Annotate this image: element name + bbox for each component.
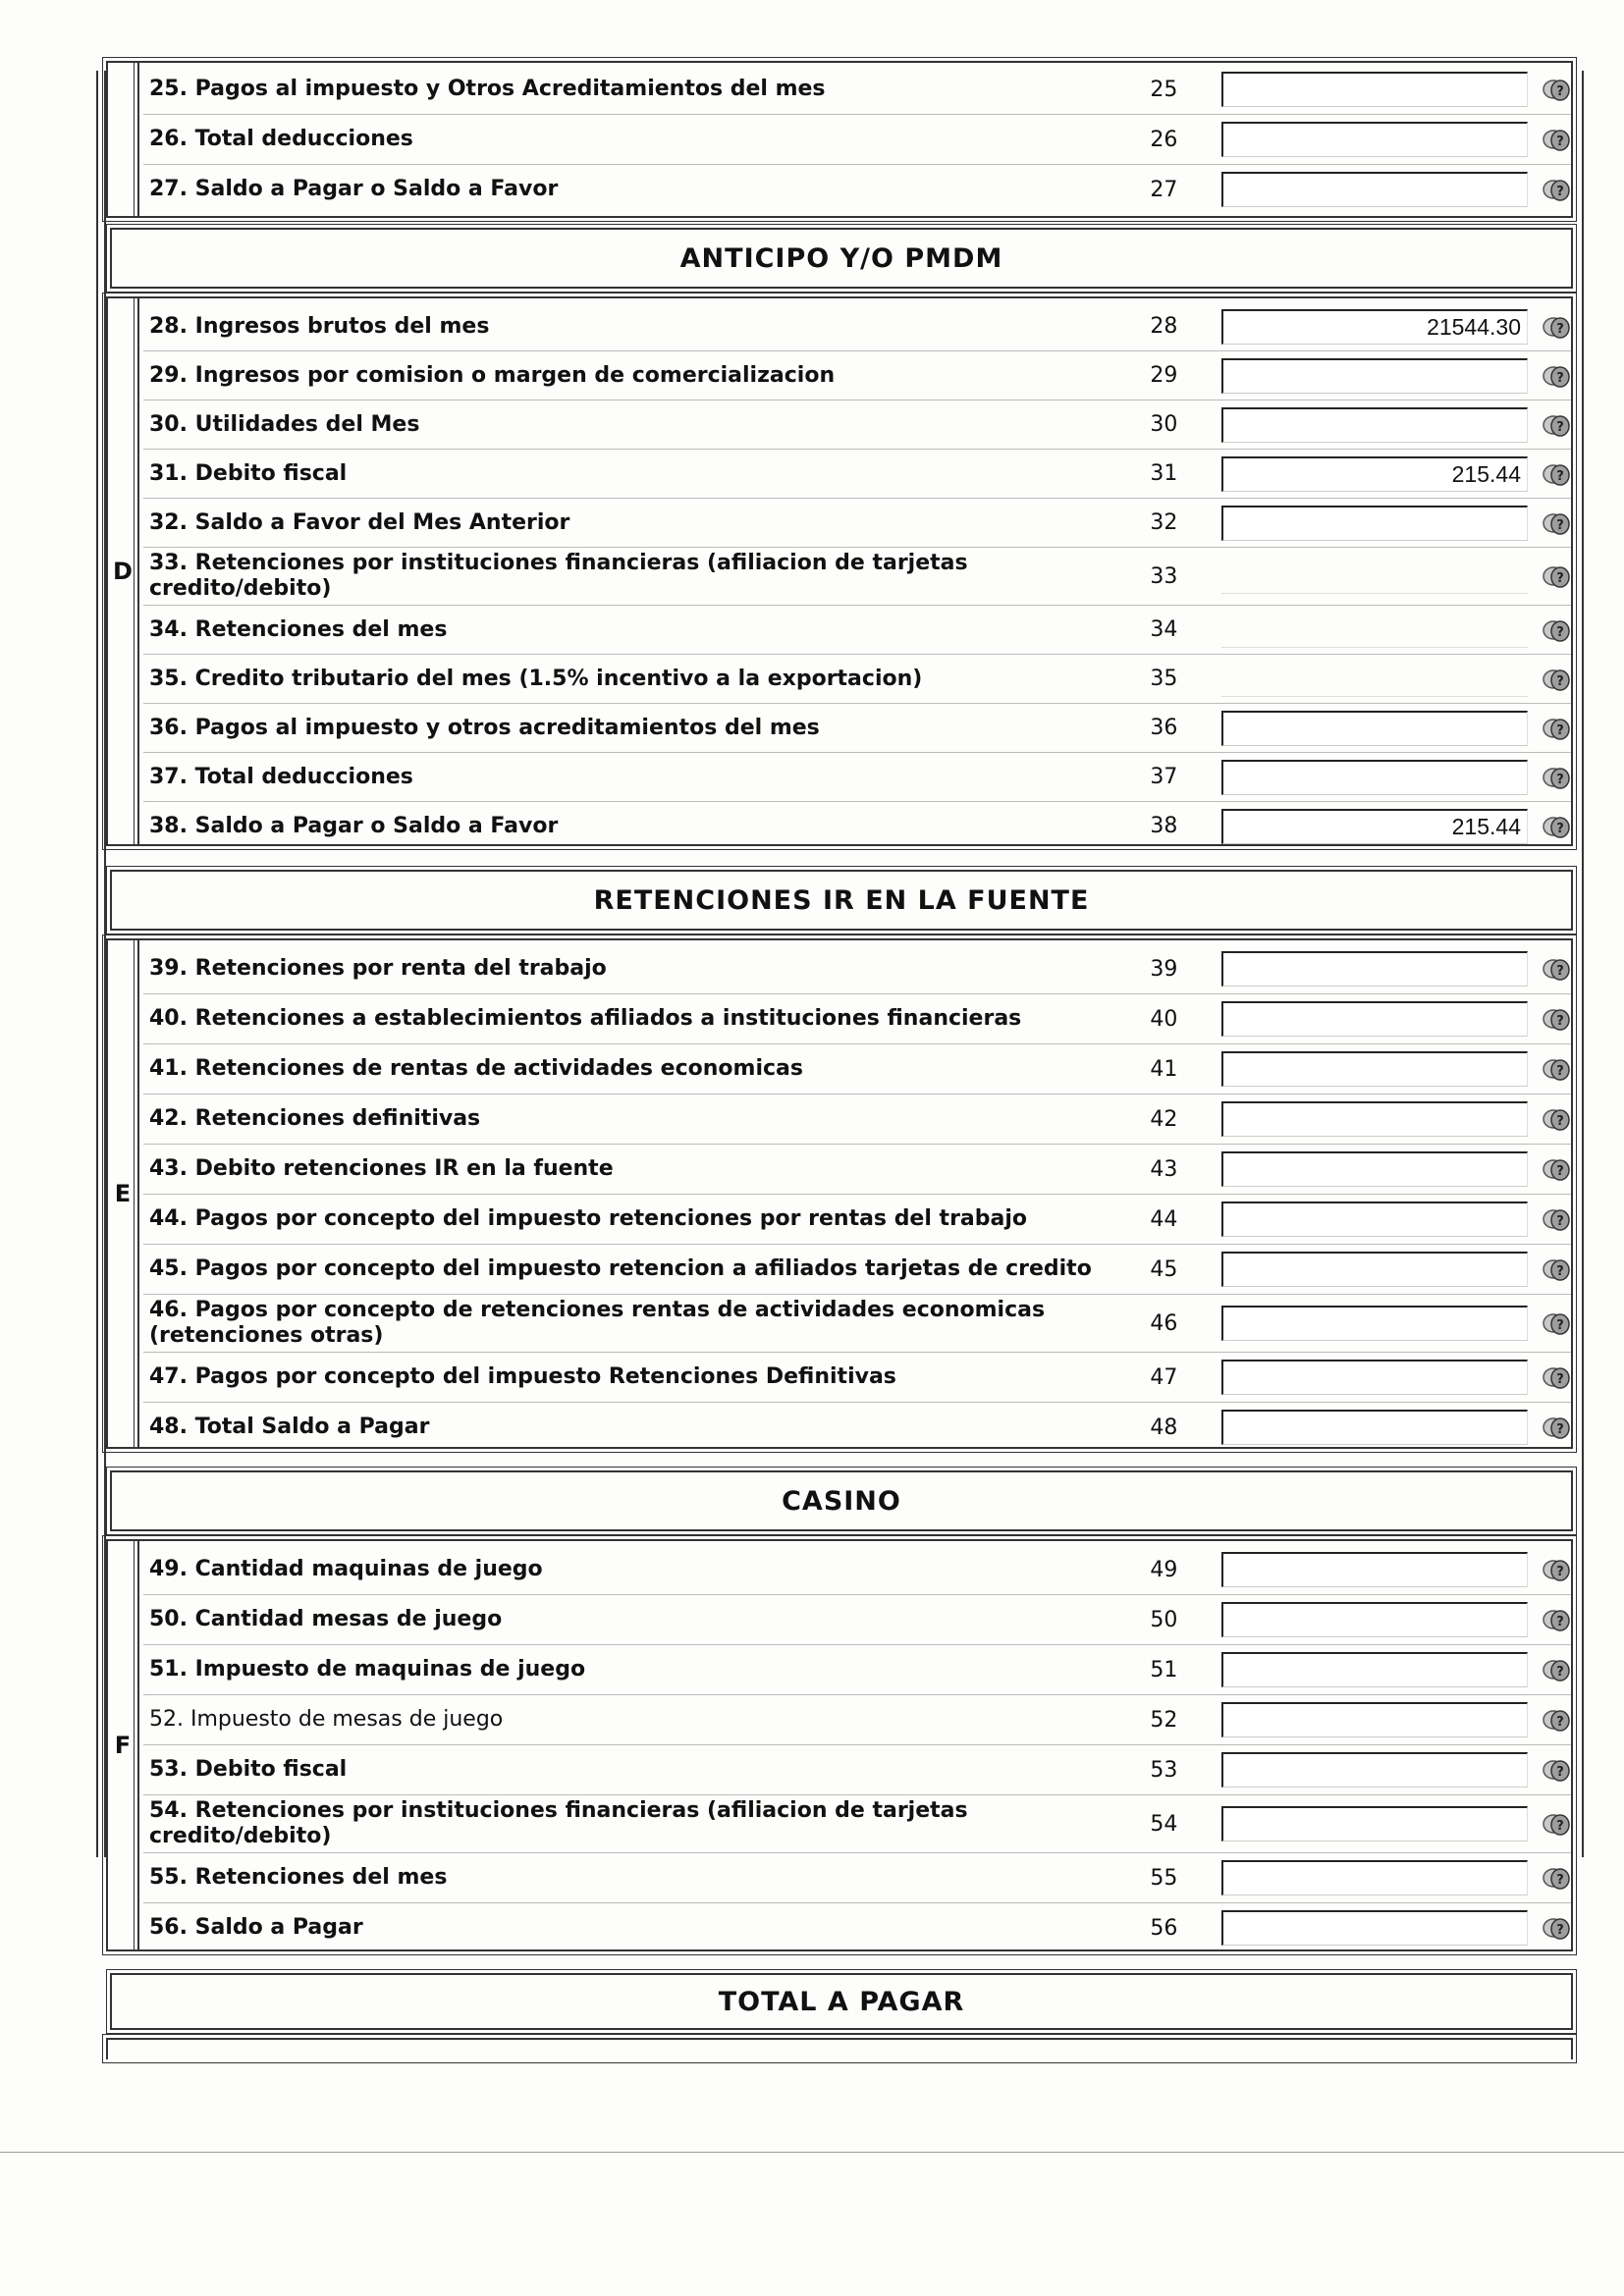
row-number-29: 29 [1150, 363, 1178, 388]
row-number-53: 53 [1150, 1757, 1178, 1783]
help-icon[interactable] [1542, 1863, 1571, 1893]
svg-text:?: ? [1556, 84, 1564, 99]
form-row-35 [143, 655, 1571, 704]
row-number-35: 35 [1150, 667, 1178, 691]
row-label-37: 37. Total deducciones [149, 764, 413, 789]
form-row-34 [143, 606, 1571, 655]
row-number-31: 31 [1150, 461, 1178, 486]
row-number-45: 45 [1150, 1256, 1178, 1282]
row-label-48: 48. Total Saldo a Pagar [149, 1415, 430, 1439]
row-number-44: 44 [1150, 1206, 1178, 1232]
amount-field-44[interactable] [1221, 1201, 1528, 1237]
row-label-54: 54. Retenciones por instituciones financieras (afiliacion de tarjetas credito/debito) [149, 1798, 968, 1848]
row-label-42: 42. Retenciones definitivas [149, 1106, 481, 1131]
amount-field-32[interactable] [1221, 506, 1528, 541]
outer-rule-right [1582, 71, 1584, 1857]
amount-field-50[interactable] [1221, 1602, 1528, 1637]
form-row-37 [143, 753, 1571, 802]
svg-text:?: ? [1556, 1422, 1564, 1437]
row-label-53: 53. Debito fiscal [149, 1757, 348, 1782]
row-label-34: 34. Retenciones del mes [149, 616, 448, 642]
row-number-30: 30 [1150, 412, 1178, 437]
amount-field-43[interactable] [1221, 1151, 1528, 1187]
form-row-38 [143, 802, 1571, 850]
form-row-50 [143, 1595, 1571, 1645]
row-label-40: 40. Retenciones a establecimientos afiliados a instituciones financieras [149, 1006, 1022, 1031]
row-label-33: 33. Retenciones por instituciones financieras (afiliacion de tarjetas credito/debito) [149, 551, 968, 601]
help-icon[interactable] [1542, 1555, 1571, 1584]
help-icon[interactable] [1542, 665, 1571, 694]
svg-text:?: ? [1556, 1615, 1564, 1629]
svg-text:?: ? [1556, 1873, 1564, 1888]
svg-text:?: ? [1556, 1318, 1564, 1333]
row-number-37: 37 [1150, 765, 1178, 789]
amount-field-29[interactable] [1221, 358, 1528, 394]
row-number-56: 56 [1150, 1915, 1178, 1941]
form-row-32 [143, 499, 1571, 548]
form-row-41 [143, 1044, 1571, 1095]
row-number-36: 36 [1150, 716, 1178, 740]
amount-field-56[interactable] [1221, 1910, 1528, 1946]
section-d [106, 296, 1573, 846]
row-label-51: 51. Impuesto de maquinas de juego [149, 1657, 586, 1682]
section-letter-empty [108, 63, 139, 216]
row-number-25: 25 [1150, 77, 1178, 102]
outer-rule-left [96, 71, 98, 1857]
amount-field-37[interactable] [1221, 760, 1528, 795]
form-row-40 [143, 994, 1571, 1044]
help-icon[interactable] [1542, 1655, 1571, 1684]
svg-text:?: ? [1556, 134, 1564, 149]
form-row-55 [143, 1853, 1571, 1903]
help-icon[interactable] [1542, 1413, 1571, 1442]
amount-field-36[interactable] [1221, 711, 1528, 746]
amount-field-41[interactable] [1221, 1051, 1528, 1087]
help-icon[interactable] [1542, 1755, 1571, 1785]
amount-field-47[interactable] [1221, 1360, 1528, 1395]
row-number-46: 46 [1150, 1310, 1178, 1336]
row-number-48: 48 [1150, 1415, 1178, 1440]
row-number-55: 55 [1150, 1865, 1178, 1891]
row-label-49: 49. Cantidad maquinas de juego [149, 1557, 543, 1581]
help-icon[interactable] [1542, 508, 1571, 538]
row-number-41: 41 [1150, 1056, 1178, 1082]
amount-field-54[interactable] [1221, 1806, 1528, 1842]
row-number-42: 42 [1150, 1106, 1178, 1132]
help-icon[interactable] [1542, 1054, 1571, 1084]
svg-text:?: ? [1556, 1565, 1564, 1579]
amount-field-25[interactable] [1221, 72, 1528, 107]
help-icon[interactable] [1542, 1913, 1571, 1943]
page-bottom-rule [0, 2152, 1624, 2153]
row-label-27: 27. Saldo a Pagar o Saldo a Favor [149, 177, 559, 201]
help-icon[interactable] [1542, 1605, 1571, 1634]
help-icon[interactable] [1542, 1154, 1571, 1184]
form-row-51 [143, 1645, 1571, 1695]
form-row-44 [143, 1195, 1571, 1245]
amount-field-30[interactable] [1221, 407, 1528, 443]
help-icon[interactable] [1542, 1204, 1571, 1234]
svg-text:?: ? [1556, 1064, 1564, 1079]
row-label-32: 32. Saldo a Favor del Mes Anterior [149, 509, 570, 535]
help-icon[interactable] [1542, 361, 1571, 391]
form-row-56 [143, 1903, 1571, 1952]
row-label-35: 35. Credito tributario del mes (1.5% incentivo a la exportacion) [149, 666, 923, 691]
row-number-26: 26 [1150, 127, 1178, 152]
amount-field-52[interactable] [1221, 1702, 1528, 1737]
row-number-40: 40 [1150, 1006, 1178, 1032]
row-number-50: 50 [1150, 1607, 1178, 1632]
form-row-48 [143, 1403, 1571, 1452]
form-row-42 [143, 1095, 1571, 1145]
amount-field-45[interactable] [1221, 1252, 1528, 1287]
row-number-43: 43 [1150, 1156, 1178, 1182]
section-e-letter: E [108, 940, 139, 1447]
amount-field-42[interactable] [1221, 1101, 1528, 1137]
svg-text:?: ? [1556, 1819, 1564, 1834]
form-row-39 [143, 944, 1571, 994]
help-icon[interactable] [1542, 125, 1571, 154]
row-number-51: 51 [1150, 1657, 1178, 1682]
svg-text:?: ? [1556, 1014, 1564, 1029]
svg-text:?: ? [1556, 772, 1564, 787]
form-row-49 [143, 1545, 1571, 1595]
form-row-53 [143, 1745, 1571, 1795]
row-label-46: 46. Pagos por concepto de retenciones rentas de actividades economicas (retenciones otras) [149, 1298, 1046, 1348]
help-icon[interactable] [1542, 75, 1571, 104]
section-d-title: ANTICIPO Y/O PMDM [110, 228, 1573, 289]
help-icon[interactable] [1542, 1004, 1571, 1034]
section-total-title: TOTAL A PAGAR [110, 1973, 1573, 2030]
row-number-38: 38 [1150, 814, 1178, 838]
help-icon[interactable] [1542, 1255, 1571, 1284]
svg-text:?: ? [1556, 673, 1564, 689]
form-row-52 [143, 1695, 1571, 1745]
amount-field-40[interactable] [1221, 1001, 1528, 1037]
help-icon[interactable] [1542, 410, 1571, 440]
svg-text:?: ? [1556, 1765, 1564, 1780]
help-icon[interactable] [1542, 763, 1571, 792]
section-e [106, 938, 1573, 1449]
amount-field-49[interactable] [1221, 1552, 1528, 1587]
form-row-31 [143, 450, 1571, 499]
help-icon[interactable] [1542, 1809, 1571, 1839]
row-label-38: 38. Saldo a Pagar o Saldo a Favor [149, 813, 559, 838]
svg-text:?: ? [1556, 571, 1564, 586]
row-label-31: 31. Debito fiscal [149, 460, 348, 486]
svg-text:?: ? [1556, 1164, 1564, 1179]
row-label-43: 43. Debito retenciones IR en la fuente [149, 1156, 614, 1181]
amount-field-35[interactable] [1221, 662, 1528, 697]
svg-text:?: ? [1556, 964, 1564, 979]
row-number-27: 27 [1150, 177, 1178, 202]
svg-text:?: ? [1556, 185, 1564, 199]
row-label-28: 28. Ingresos brutos del mes [149, 313, 490, 339]
row-label-50: 50. Cantidad mesas de juego [149, 1607, 503, 1631]
svg-text:?: ? [1556, 370, 1564, 386]
row-label-55: 55. Retenciones del mes [149, 1865, 448, 1890]
svg-text:?: ? [1556, 1214, 1564, 1229]
help-icon[interactable] [1542, 175, 1571, 204]
row-label-41: 41. Retenciones de rentas de actividades economicas [149, 1056, 803, 1081]
help-icon[interactable] [1542, 561, 1571, 591]
amount-field-51[interactable] [1221, 1652, 1528, 1687]
svg-text:?: ? [1556, 1665, 1564, 1680]
amount-field-28[interactable]: 21544.30 [1221, 309, 1528, 345]
section-d-letter: D [108, 298, 139, 844]
form-row-43 [143, 1145, 1571, 1195]
row-label-52: 52. Impuesto de mesas de juego [149, 1707, 504, 1732]
amount-field-46[interactable] [1221, 1306, 1528, 1341]
svg-text:?: ? [1556, 419, 1564, 435]
help-icon[interactable] [1542, 1104, 1571, 1134]
form-row-36 [143, 704, 1571, 753]
amount-field-33[interactable] [1221, 559, 1528, 594]
row-number-28: 28 [1150, 314, 1178, 339]
row-label-29: 29. Ingresos por comision o margen de comercializacion [149, 362, 836, 388]
svg-text:?: ? [1556, 624, 1564, 640]
form-row-46 [143, 1295, 1571, 1353]
help-icon[interactable] [1542, 1362, 1571, 1392]
row-number-52: 52 [1150, 1707, 1178, 1733]
svg-text:?: ? [1556, 1923, 1564, 1938]
help-icon[interactable] [1542, 714, 1571, 743]
help-icon[interactable] [1542, 954, 1571, 984]
svg-text:?: ? [1556, 468, 1564, 484]
row-number-47: 47 [1150, 1364, 1178, 1390]
row-number-34: 34 [1150, 617, 1178, 642]
help-icon[interactable] [1542, 459, 1571, 489]
help-icon[interactable] [1542, 312, 1571, 342]
row-label-36: 36. Pagos al impuesto y otros acreditamientos del mes [149, 715, 820, 740]
svg-text:?: ? [1556, 1264, 1564, 1279]
section-total [106, 2038, 1573, 2059]
row-number-54: 54 [1150, 1811, 1178, 1837]
amount-field-31[interactable]: 215.44 [1221, 456, 1528, 492]
amount-field-26[interactable] [1221, 122, 1528, 157]
amount-field-48[interactable] [1221, 1410, 1528, 1445]
section-f [106, 1539, 1573, 1951]
svg-text:?: ? [1556, 1372, 1564, 1387]
section-top-continuation [106, 61, 1573, 218]
section-f-letter: F [108, 1541, 139, 1949]
form-row-33 [143, 548, 1571, 606]
help-icon[interactable] [1542, 1308, 1571, 1338]
form-row-30 [143, 400, 1571, 450]
row-label-25: 25. Pagos al impuesto y Otros Acreditamientos del mes [149, 77, 826, 101]
form-row-26 [143, 115, 1571, 165]
row-number-33: 33 [1150, 563, 1178, 589]
row-number-49: 49 [1150, 1557, 1178, 1582]
row-label-56: 56. Saldo a Pagar [149, 1915, 363, 1940]
form-row-47 [143, 1353, 1571, 1403]
amount-field-55[interactable] [1221, 1860, 1528, 1896]
form-row-25 [143, 65, 1571, 115]
amount-field-27[interactable] [1221, 172, 1528, 207]
help-icon[interactable] [1542, 1705, 1571, 1735]
form-row-28 [143, 302, 1571, 351]
row-label-45: 45. Pagos por concepto del impuesto retencion a afiliados tarjetas de credito [149, 1256, 1092, 1281]
svg-text:?: ? [1556, 321, 1564, 337]
help-icon[interactable] [1542, 615, 1571, 645]
form-row-27 [143, 165, 1571, 214]
svg-text:?: ? [1556, 722, 1564, 738]
amount-field-34[interactable] [1221, 613, 1528, 648]
row-label-44: 44. Pagos por concepto del impuesto retenciones por rentas del trabajo [149, 1206, 1028, 1231]
row-label-26: 26. Total deducciones [149, 127, 413, 151]
amount-field-39[interactable] [1221, 951, 1528, 987]
amount-field-53[interactable] [1221, 1752, 1528, 1788]
amount-field-38[interactable]: 215.44 [1221, 809, 1528, 844]
section-e-title: RETENCIONES IR EN LA FUENTE [110, 870, 1573, 931]
form-row-29 [143, 351, 1571, 400]
row-number-39: 39 [1150, 956, 1178, 982]
help-icon[interactable] [1542, 812, 1571, 841]
row-label-39: 39. Retenciones por renta del trabajo [149, 956, 607, 981]
svg-text:?: ? [1556, 1715, 1564, 1730]
section-f-title: CASINO [110, 1470, 1573, 1531]
svg-text:?: ? [1556, 821, 1564, 836]
row-label-30: 30. Utilidades del Mes [149, 411, 420, 437]
svg-text:?: ? [1556, 517, 1564, 533]
form-row-54 [143, 1795, 1571, 1853]
svg-text:?: ? [1556, 1114, 1564, 1129]
row-label-47: 47. Pagos por concepto del impuesto Retenciones Definitivas [149, 1364, 896, 1389]
row-number-32: 32 [1150, 510, 1178, 535]
form-row-45 [143, 1245, 1571, 1295]
